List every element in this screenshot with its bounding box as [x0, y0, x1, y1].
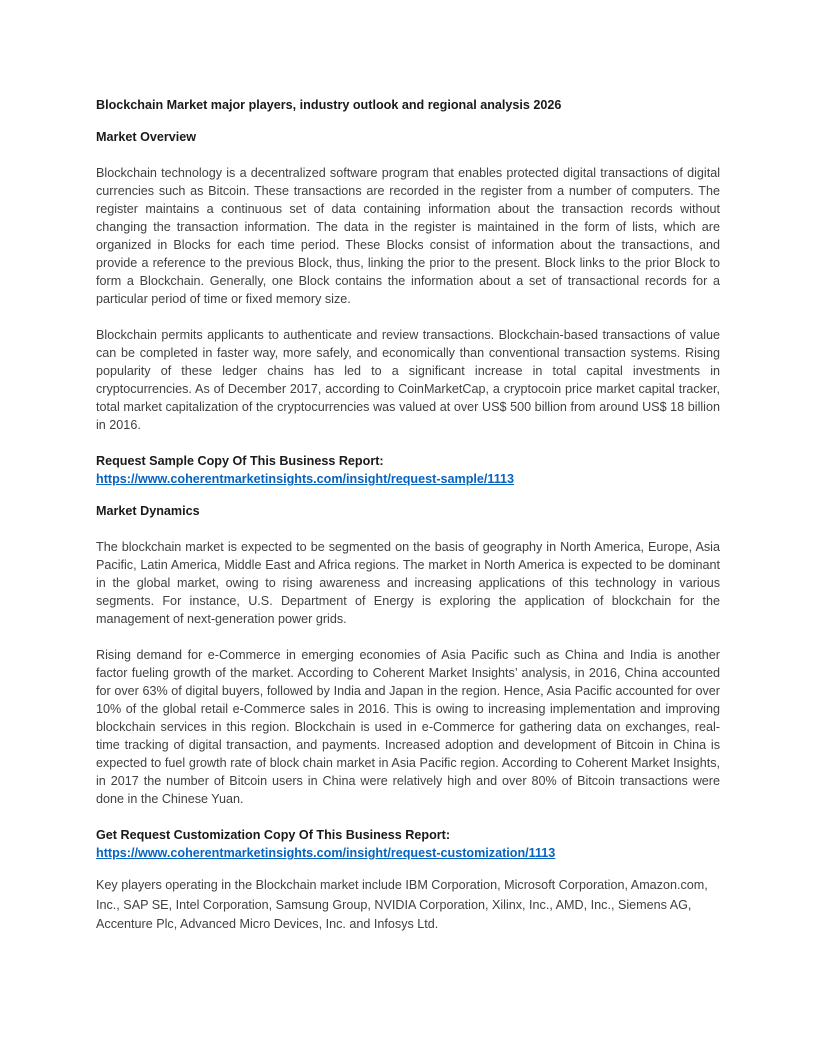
document-title: Blockchain Market major players, industry outlook and regional analysis 2026: [96, 98, 562, 112]
request-sample-link[interactable]: https://www.coherentmarketinsights.com/insight/request-sample/1113: [96, 472, 515, 486]
overview-heading: Market Overview: [96, 130, 197, 144]
dynamics-heading: Market Dynamics: [96, 504, 200, 518]
request-sample-label: Request Sample Copy Of This Business Report:: [96, 454, 384, 468]
overview-paragraph-1: Blockchain technology is a decentralized software program that enables protected digital transactions of digital currencies such as Bitcoin. These transactions are recorded in the register from a number of computers. The register maintains a continuous set of data containing information about the transaction records without changing the transaction information. The data in the register is maintained in the form of lists, which are organized in Blocks for each time period. These Blocks consist of information about the transactions, and provide a reference to the previous Block, thus, linking the prior to the present. Block links to the prior Block to form a Blockchain. Generally, one Block contains the information about a set of transactional records for a particular period of time or fixed memory size.: [96, 166, 720, 306]
key-players-paragraph: Key players operating in the Blockchain market include IBM Corporation, Microsoft Corporation, Amazon.com, Inc., SAP SE, Intel Corporation, Samsung Group, NVIDIA Corporation, Xilinx, Inc., AMD, Inc., Siemens AG, Accenture Plc, Advanced Micro Devices, Inc. and Infosys Ltd.: [96, 878, 708, 931]
request-customization-link[interactable]: https://www.coherentmarketinsights.com/insight/request-customization/1113: [96, 846, 556, 860]
overview-paragraph-2: Blockchain permits applicants to authenticate and review transactions. Blockchain-based transactions of value can be completed in faster way, more safely, and economically than conventional transaction systems. Rising popularity of these ledger chains has led to a significant increase in total capital investments in cryptocurrencies. As of December 2017, according to CoinMarketCap, a cryptocoin price market capital tracker, total market capitalization of the cryptocurrencies was valued at over US$ 500 billion from around US$ 18 billion in 2016.: [96, 328, 720, 432]
document-page: [96, 96, 720, 935]
request-customization-label: Get Request Customization Copy Of This Business Report:: [96, 828, 451, 842]
dynamics-paragraph-1: The blockchain market is expected to be segmented on the basis of geography in North America, Europe, Asia Pacific, Latin America, Middle East and Africa regions. The market in North America is expected to be dominant in the global market, owing to rising awareness and increasing applications of this technology in various segments. For instance, U.S. Department of Energy is exploring the application of blockchain for the management of next-generation power grids.: [96, 540, 720, 626]
dynamics-paragraph-2: Rising demand for e-Commerce in emerging economies of Asia Pacific such as China and India is another factor fueling growth of the market. According to Coherent Market Insights’ analysis, in 2016, China accounted for over 63% of digital buyers, followed by India and Japan in the region. Hence, Asia Pacific accounted for over 10% of the global retail e-Commerce sales in 2016. This is owing to increasing implementation and improving blockchain services in this region. Blockchain is used in e-Commerce for gathering data on exchanges, real-time tracking of digital transaction, and payments. Increased adoption and development of Bitcoin in China is expected to fuel growth rate of block chain market in Asia Pacific region. According to Coherent Market Insights, in 2017 the number of Bitcoin users in China were relatively high and over 80% of Bitcoin transactions were done in the Chinese Yuan.: [96, 648, 720, 806]
